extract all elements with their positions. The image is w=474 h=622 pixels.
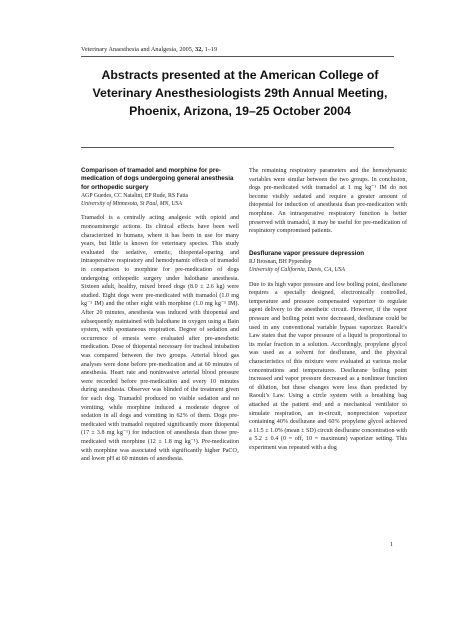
article-2-authors: RJ Brosnan, BH Pypendop [249, 259, 312, 266]
article-1-body: Tramadol is a centrally acting analgesic with opioid and monoaminergic actions. Its clinical effects have been well characterized in humans, where it has been in use for many years, but little is known for veterinary species. This study evaluated the sedative, emetic, thiopental-sparing and intraoperative respiratory and hemodynamic effects of tramadol in comparison to morphine for pre-medication of dogs undergoing orthopedic surgery under halothane anesthesia. Sixteen adult, healthy, mixed breed dogs (8.0 ± 2.6 kg) were studied. Eight dogs were pre-medicated with tramadol (1.0 mg kg⁻¹ IM) and the other eight with morphine (1.0 mg kg⁻¹ IM). After 20 minutes, anesthesia was induced with thiopental and subsequently maintained with halothane in oxygen using a Bain system, with spontaneous respiration. Degree of sedation and occurrence of emesis were evaluated after pre-anesthetic medication. Dose of thiopental necessary for tracheal intubation was compared between the two groups. Arterial blood gas analyses were done before pre-medication and at 60 minutes of anesthesia. Heart rate and noninvasive arterial blood pressure were recorded before pre-medication and every 10 minutes during anesthesia. Observer was blinded of the treatment given for each dog. Tramadol produced no visible sedation and no vomiting, while morphine induced a moderate degree of sedation in all dogs and vomiting in 62% of them. Dogs pre-medicated with tramadol required significantly more thiopental (17 ± 3.8 mg kg⁻¹) for induction of anesthesia than those pre-medicated with morphine (12 ± 1.8 mg kg⁻¹). Pre-medication with morphine was associated with significantly higher PaCO₂ and lower pH at 60 minutes of anesthesia. [81, 215, 239, 463]
running-head [81, 46, 217, 53]
right-column [249, 167, 407, 453]
journal-name: Veterinary Anaesthesia and Analgesia, [81, 46, 178, 53]
page-number: 1 [390, 541, 394, 548]
main-title: Abstracts presented at the American College of Veterinary Anesthesiologists 29th Annual Meeting, Phoenix, Arizona, 19–25 October 2004 [92, 68, 388, 118]
article-separator [249, 236, 407, 250]
article-1-title: Comparison of tramadol and morphine for pre-medication of dogs undergoing general anesthesia for orthopedic surgery [81, 167, 234, 191]
left-column [81, 167, 239, 464]
article-1-authors: AGP Guedes, CC Natalini, EP Rude, RS Fatta [81, 192, 189, 199]
journal-pages: 1–19 [204, 46, 218, 53]
journal-volume: 32, [195, 46, 203, 53]
article-1-affiliation: University of Minnesota, St Paul, MN, USA [81, 200, 182, 207]
header-rule-top [81, 56, 394, 57]
article-1-body-continued: The remaining respiratory parameters and the hemodynamic variables were similar between the two groups. In conclusion, dogs pre-medicated with tramadol at 1 mg kg⁻¹ IM do not become visibly sedated and require a greater amount of thiopental for induction of anesthesia than pre-medication with morphine. An intraoperative respiratory function is better preserved with tramadol, it may be useful for pre-medication of respiratory compromised patients. [249, 168, 407, 235]
article-2-affiliation: University of California, Davis, CA, USA [249, 266, 345, 273]
article-2-title: Desflurane vapor pressure depression [249, 249, 365, 257]
header-rule-bottom [81, 147, 394, 148]
journal-year: 2005, [179, 46, 194, 53]
article-2-body: Due to its high vapor pressure and low boiling point, desflurane requires a specially designed, electronically controlled, temperature and pressure compensated vaporizer to regulate agent delivery to the anesthetic circuit. However, if the vapor pressure and boiling point were decreased, desflurane could be used in any conventional variable bypass vaporizer. Raoult’s Law states that the vapor pressure of a liquid is proportional to its molar fraction in a solution. Accordingly, propylene glycol was used as a solvent for desflurane, and the physical characteristics of this mixture were evaluated at various molar concentrations and temperatures. Desflurane boiling point increased and vapor pressure decreased as a nonlinear function of dilution, but these changes were less than predicted by Raoult’s Law. Using a circle system with a breathing bag attached at the patient end and a mechanical ventilator to simulate respiration, an in-circuit, nonprecision vaporizer containing 40% desflurane and 60% propylene glycol achieved a 11.5 ± 1.0% (mean ± SD) circuit desflurane concentration with a 5.2 ± 0.4 (0 = off, 10 = maximum) vaporizer setting. This experiment was repeated with a dog [249, 281, 407, 451]
